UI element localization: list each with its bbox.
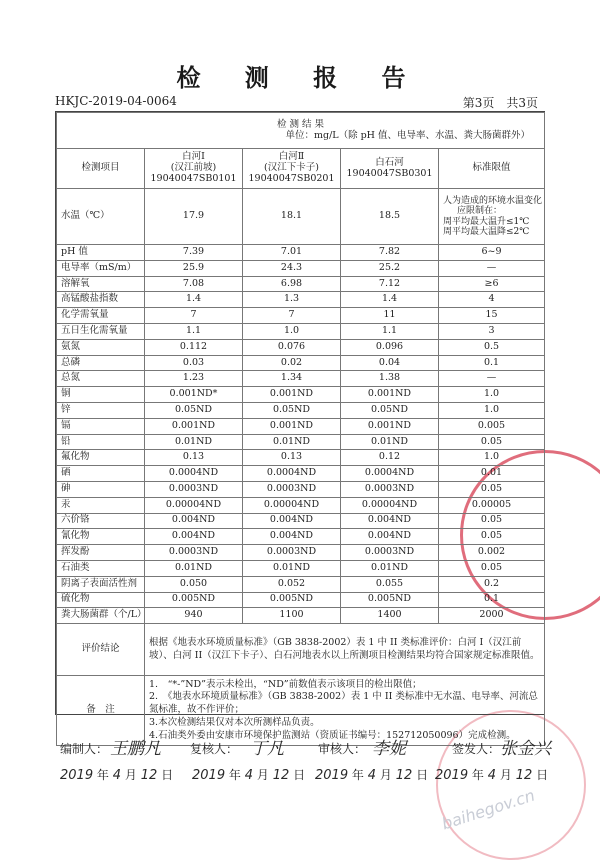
row-standard-limit: 0.00005: [439, 497, 545, 513]
evaluation-label: 评价结论: [57, 624, 145, 676]
table-row: [57, 418, 545, 434]
date-day-unit: 日: [293, 768, 306, 782]
row-value-site-1: 0.00004ND: [145, 497, 243, 513]
row-value-site-3: 1.1: [341, 323, 439, 339]
row-value-site-2: 7.01: [243, 245, 341, 261]
report-number: HKJC-2019-04-0064: [55, 94, 177, 108]
water-temp-v3: 18.5: [341, 189, 439, 245]
water-temp-v2: 18.1: [243, 189, 341, 245]
row-value-site-3: 0.12: [341, 450, 439, 466]
row-standard-limit: 1.0: [439, 450, 545, 466]
row-standard-limit: ≥6: [439, 276, 545, 292]
site-2-name: 白河Ⅱ: [278, 151, 305, 163]
row-value-site-3: 0.01ND: [341, 434, 439, 450]
row-item-name: 阴离子表面活性剂: [57, 576, 145, 592]
reviewer-label: 复核人：: [190, 742, 239, 756]
table-row: [57, 529, 545, 545]
row-value-site-1: 0.01ND: [145, 434, 243, 450]
row-value-site-2: 0.001ND: [243, 387, 341, 403]
date-day-unit: 日: [416, 768, 429, 782]
row-value-site-3: 0.04: [341, 355, 439, 371]
issuer-signature: 张金兴: [500, 739, 551, 759]
water-temp-limit-line: 周平均最大温升≤1℃: [443, 216, 530, 227]
row-value-site-3: 0.0004ND: [341, 466, 439, 482]
row-value-site-1: 1.23: [145, 371, 243, 387]
row-value-site-2: 0.05ND: [243, 402, 341, 418]
unit-note: 单位：mg/L（除 pH 值、电导率、水温、粪大肠菌群外）: [285, 129, 530, 141]
row-value-site-1: 0.050: [145, 576, 243, 592]
site-3-code: 19040047SB0301: [346, 167, 433, 179]
table-row: [57, 560, 545, 576]
row-value-site-2: 0.052: [243, 576, 341, 592]
row-item-name: 溶解氧: [57, 276, 145, 292]
row-value-site-2: 0.01ND: [243, 434, 341, 450]
row-value-site-1: 0.0004ND: [145, 466, 243, 482]
date-year-unit: 年: [228, 768, 241, 782]
row-standard-limit: —: [439, 371, 545, 387]
col-header-site-1: [145, 149, 243, 189]
row-value-site-3: 1.38: [341, 371, 439, 387]
water-temp-limit-line: 应限制在：: [457, 206, 503, 217]
row-value-site-1: 25.9: [145, 260, 243, 276]
table-row: [57, 545, 545, 561]
site-watermark: baihegov.cn: [439, 785, 538, 834]
row-value-site-3: 0.005ND: [341, 592, 439, 608]
auditor-signature: 李妮: [372, 739, 406, 759]
row-item-name: 铜: [57, 387, 145, 403]
row-value-site-3: 7.12: [341, 276, 439, 292]
row-value-site-2: 1.0: [243, 323, 341, 339]
row-standard-limit: 3: [439, 323, 545, 339]
row-item-name: 硒: [57, 466, 145, 482]
col-header-limit: 标准限值: [439, 149, 545, 189]
table-row: [57, 371, 545, 387]
date-year: 2019: [192, 768, 226, 783]
row-value-site-1: 0.03: [145, 355, 243, 371]
site-2-sub: (汉江下卡子): [264, 162, 319, 174]
row-item-name: 六价铬: [57, 513, 145, 529]
row-standard-limit: 1.0: [439, 402, 545, 418]
row-value-site-1: 7.08: [145, 276, 243, 292]
table-row: [57, 260, 545, 276]
row-value-site-1: 1.4: [145, 292, 243, 308]
row-standard-limit: 0.05: [439, 513, 545, 529]
table-row: [57, 497, 545, 513]
row-value-site-2: 1.34: [243, 371, 341, 387]
row-standard-limit: 15: [439, 308, 545, 324]
results-header-title: 检 测 结 果: [276, 118, 325, 130]
date-day: 12: [395, 768, 413, 783]
row-value-site-3: 0.01ND: [341, 560, 439, 576]
date-month-unit: 月: [124, 768, 137, 782]
row-standard-limit: 0.1: [439, 355, 545, 371]
water-temp-limit-line: 周平均最大温降≤2℃: [443, 226, 530, 237]
table-row: [57, 592, 545, 608]
table-row: [57, 308, 545, 324]
row-standard-limit: —: [439, 260, 545, 276]
table-row: [57, 450, 545, 466]
site-1-code: 19040047SB0101: [150, 172, 237, 184]
compiler-label: 编制人：: [60, 742, 109, 756]
table-row: [57, 292, 545, 308]
table-row: [57, 387, 545, 403]
row-item-name: 挥发酚: [57, 545, 145, 561]
row-value-site-3: 0.0003ND: [341, 545, 439, 561]
table-row: [57, 402, 545, 418]
row-item-name: 氟化物: [57, 450, 145, 466]
row-value-site-1: 0.13: [145, 450, 243, 466]
row-value-site-2: 0.0004ND: [243, 466, 341, 482]
water-temp-row: [57, 189, 545, 245]
row-value-site-2: 0.0003ND: [243, 545, 341, 561]
table-row: [57, 339, 545, 355]
date-month-unit: 月: [499, 768, 512, 782]
row-standard-limit: 0.05: [439, 529, 545, 545]
table-row: [57, 513, 545, 529]
date-month: 4: [487, 768, 497, 783]
date-auditor: [315, 766, 428, 783]
row-value-site-2: 0.001ND: [243, 418, 341, 434]
row-value-site-3: 0.004ND: [341, 513, 439, 529]
date-month: 4: [112, 768, 122, 783]
date-issuer: [435, 766, 548, 783]
row-standard-limit: 0.05: [439, 560, 545, 576]
date-day: 12: [140, 768, 158, 783]
row-value-site-2: 0.004ND: [243, 529, 341, 545]
row-standard-limit: 0.05: [439, 434, 545, 450]
row-item-name: pH 值: [57, 245, 145, 261]
row-value-site-1: 0.001ND: [145, 418, 243, 434]
row-standard-limit: 0.01: [439, 466, 545, 482]
reviewer-signature: 丁凡: [250, 739, 284, 759]
row-item-name: 硫化物: [57, 592, 145, 608]
date-day: 12: [272, 768, 290, 783]
row-item-name: 化学需氧量: [57, 308, 145, 324]
row-value-site-3: 0.004ND: [341, 529, 439, 545]
row-item-name: 石油类: [57, 560, 145, 576]
evaluation-row: [57, 624, 545, 676]
row-value-site-3: 1.4: [341, 292, 439, 308]
table-row: [57, 355, 545, 371]
date-month: 4: [244, 768, 254, 783]
row-value-site-3: 7.82: [341, 245, 439, 261]
date-year: 2019: [315, 768, 349, 783]
row-standard-limit: 2000: [439, 608, 545, 624]
date-month-unit: 月: [379, 768, 392, 782]
note-line: 2. 《地表水环境质量标准》（GB 3838-2002）表 1 中 II 类标准中无水温、电导率、河流总氮标准，故不作评价；: [149, 691, 538, 716]
row-standard-limit: 6~9: [439, 245, 545, 261]
date-year-unit: 年: [96, 768, 109, 782]
date-reviewer: [192, 766, 305, 783]
row-value-site-2: 6.98: [243, 276, 341, 292]
signature-row: [40, 734, 560, 764]
row-value-site-3: 0.00004ND: [341, 497, 439, 513]
row-item-name: 氨氮: [57, 339, 145, 355]
row-item-name: 高锰酸盐指数: [57, 292, 145, 308]
row-value-site-1: 7.39: [145, 245, 243, 261]
table-row: [57, 434, 545, 450]
site-2-code: 19040047SB0201: [248, 172, 335, 184]
row-value-site-2: 0.02: [243, 355, 341, 371]
col-header-item: 检测项目: [57, 149, 145, 189]
row-value-site-1: 0.004ND: [145, 513, 243, 529]
issuer-label: 签发人：: [452, 742, 501, 756]
compiler-signature: 王鹏凡: [110, 739, 161, 759]
water-temp-v1: 17.9: [145, 189, 243, 245]
row-value-site-2: 0.13: [243, 450, 341, 466]
row-value-site-2: 0.076: [243, 339, 341, 355]
date-year-unit: 年: [351, 768, 364, 782]
row-value-site-2: 0.0003ND: [243, 481, 341, 497]
row-item-name: 粪大肠菌群（个/L）: [57, 608, 145, 624]
row-value-site-1: 0.0003ND: [145, 481, 243, 497]
row-value-site-1: 0.004ND: [145, 529, 243, 545]
row-value-site-3: 0.001ND: [341, 387, 439, 403]
results-sheet: [55, 111, 545, 741]
row-value-site-2: 0.01ND: [243, 560, 341, 576]
row-value-site-1: 7: [145, 308, 243, 324]
water-temp-limit-line: 人为造成的环境水温变化: [443, 195, 543, 206]
table-row: [57, 245, 545, 261]
results-header: [57, 113, 545, 149]
row-value-site-2: 0.004ND: [243, 513, 341, 529]
row-value-site-3: 25.2: [341, 260, 439, 276]
row-standard-limit: 0.5: [439, 339, 545, 355]
col-header-site-2: [243, 149, 341, 189]
row-item-name: 砷: [57, 481, 145, 497]
note-line: 3.本次检测结果仅对本次所测样品负责。: [149, 717, 320, 729]
table-row: [57, 323, 545, 339]
row-value-site-3: 11: [341, 308, 439, 324]
date-year: 2019: [60, 768, 94, 783]
row-value-site-2: 24.3: [243, 260, 341, 276]
row-item-name: 电导率（mS/m）: [57, 260, 145, 276]
row-value-site-1: 0.05ND: [145, 402, 243, 418]
report-title: 检 测 报 告: [176, 64, 424, 92]
column-header-row: [57, 149, 545, 189]
notes-label: 备 注: [57, 676, 145, 746]
date-row: [40, 762, 560, 788]
row-item-name: 镉: [57, 418, 145, 434]
water-temp-item: 水温（℃）: [57, 189, 145, 245]
row-standard-limit: 0.2: [439, 576, 545, 592]
row-value-site-3: 1400: [341, 608, 439, 624]
row-item-name: 铅: [57, 434, 145, 450]
row-standard-limit: 4: [439, 292, 545, 308]
col-header-site-3: [341, 149, 439, 189]
date-month: 4: [367, 768, 377, 783]
row-item-name: 总氮: [57, 371, 145, 387]
row-value-site-1: 0.0003ND: [145, 545, 243, 561]
row-item-name: 五日生化需氧量: [57, 323, 145, 339]
row-value-site-2: 7: [243, 308, 341, 324]
row-value-site-1: 940: [145, 608, 243, 624]
row-value-site-1: 0.005ND: [145, 592, 243, 608]
results-table: [56, 112, 545, 746]
row-value-site-2: 0.005ND: [243, 592, 341, 608]
row-value-site-1: 1.1: [145, 323, 243, 339]
water-temp-limit: [439, 189, 545, 245]
note-line: 4.石油类外委由安康市环境保护监测站（资质证书编号：152712050096）完成检测。: [149, 729, 516, 741]
row-value-site-3: 0.096: [341, 339, 439, 355]
date-day: 12: [515, 768, 533, 783]
row-value-site-2: 1100: [243, 608, 341, 624]
row-item-name: 汞: [57, 497, 145, 513]
row-standard-limit: 0.002: [439, 545, 545, 561]
row-item-name: 总磷: [57, 355, 145, 371]
date-compiler: [60, 766, 173, 783]
row-value-site-3: 0.055: [341, 576, 439, 592]
row-standard-limit: 1.0: [439, 387, 545, 403]
date-year: 2019: [435, 768, 469, 783]
table-row: [57, 466, 545, 482]
table-row: [57, 576, 545, 592]
row-value-site-1: 0.001ND*: [145, 387, 243, 403]
row-value-site-1: 0.112: [145, 339, 243, 355]
site-1-name: 白河Ⅰ: [182, 151, 205, 163]
date-month-unit: 月: [256, 768, 269, 782]
row-standard-limit: 0.1: [439, 592, 545, 608]
note-line: 1. “*-”ND”表示未检出，“ND”前数值表示该项目的检出限值；: [149, 678, 422, 690]
site-3-name: 白石河: [375, 156, 404, 168]
row-value-site-3: 0.0003ND: [341, 481, 439, 497]
table-row: [57, 608, 545, 624]
row-standard-limit: 0.05: [439, 481, 545, 497]
date-day-unit: 日: [161, 768, 174, 782]
table-row: [57, 481, 545, 497]
row-item-name: 锌: [57, 402, 145, 418]
row-value-site-1: 0.01ND: [145, 560, 243, 576]
table-row: [57, 276, 545, 292]
auditor-label: 审核人：: [318, 742, 367, 756]
row-value-site-2: 1.3: [243, 292, 341, 308]
date-day-unit: 日: [536, 768, 549, 782]
row-value-site-3: 0.05ND: [341, 402, 439, 418]
evaluation-text: 根据《地表水环境质量标准》（GB 3838-2002）表 1 中 II 类标准评价：白河 I（汉江前坡）、白河 II（汉江下卡子）、白石河地表水以上所测项目检测结果均符合国家规定标准限值。: [145, 624, 545, 676]
row-value-site-2: 0.00004ND: [243, 497, 341, 513]
row-item-name: 氰化物: [57, 529, 145, 545]
date-year-unit: 年: [471, 768, 484, 782]
row-standard-limit: 0.005: [439, 418, 545, 434]
row-value-site-3: 0.001ND: [341, 418, 439, 434]
site-1-sub: (汉江前坡): [170, 162, 217, 174]
page-info: 第3页 共3页: [462, 96, 538, 110]
